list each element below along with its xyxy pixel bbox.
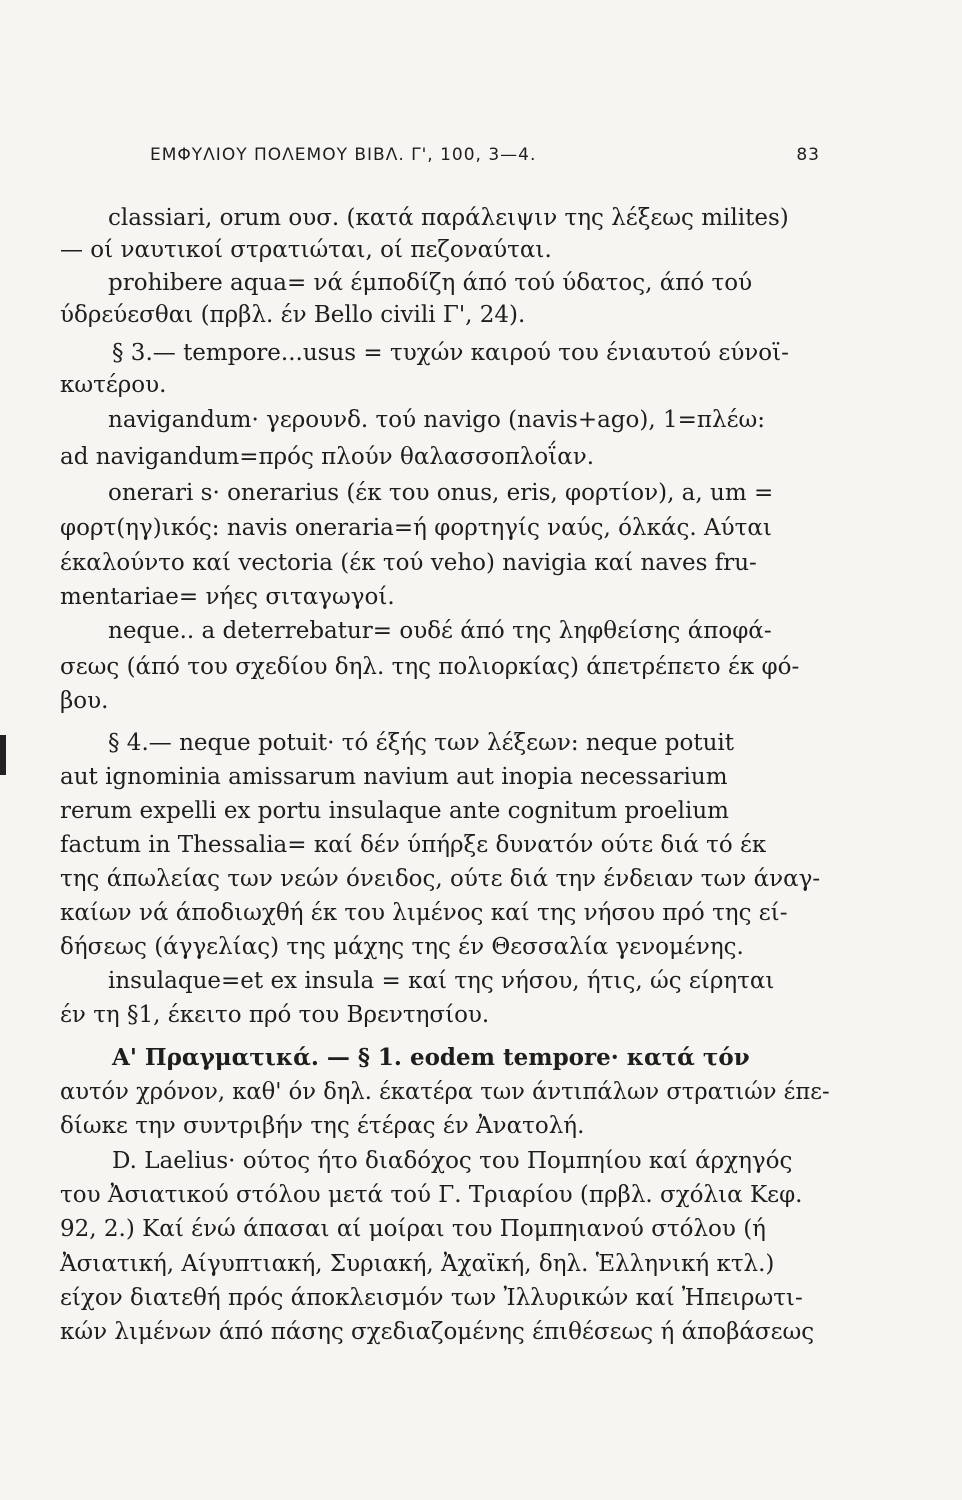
text-line: βου. <box>60 688 109 714</box>
text-line: δήσεως (άγγελίας) της μάχης της έν Θεσσαλία γενομένης. <box>60 934 744 960</box>
text-line: της άπωλείας των νεών όνειδος, ούτε διά την ένδειαν των άναγ- <box>60 866 821 892</box>
text-line: κών λιμένων άπό πάσης σχεδιαζομένης έπιθέσεως ή άποβάσεως <box>60 1319 815 1345</box>
text-line: σεως (άπό του σχεδίου δηλ. της πολιορκίας) άπετρέπετο έκ φό- <box>60 654 800 680</box>
section-heading-line: Α' Πραγματικά. — § 1. eodem tempore· κατά τόν <box>112 1044 750 1071</box>
text-line: § 4.— neque potuit· τό έξής των λέξεων: neque potuit <box>108 730 734 756</box>
text-line: classiari, orum ουσ. (κατά παράλειψιν της λέξεως milites) <box>108 205 789 231</box>
text-line: prohibere aqua= νά έμποδίζη άπό τού ύδατος, άπό τού <box>108 270 753 296</box>
text-line: navigandum· γερουνδ. τού navigo (navis+ago), 1=πλέω: <box>108 407 765 433</box>
text-line: Ἀσιατική, Αίγυπτιακή, Συριακή, Ἀχαϊκή, δηλ. Ἑλληνική κτλ.) <box>60 1251 775 1277</box>
text-line: έκαλούντο καί vectoria (έκ τού veho) navigia καί naves fru- <box>60 550 757 576</box>
text-line: έν τη §1, έκειτο πρό του Βρεντησίου. <box>60 1002 490 1028</box>
text-line: onerari s· onerarius (έκ του onus, eris, φορτίον), a, um = <box>108 480 774 506</box>
text-line: κωτέρου. <box>60 372 167 398</box>
header-title: ΕΜΦΥΛΙΟΥ ΠΟΛΕΜΟΥ ΒΙΒΛ. Γ', 100, 3—4. <box>150 145 537 165</box>
text-line: αυτόν χρόνον, καθ' όν δηλ. έκατέρα των άντιπάλων στρατιών έπε- <box>60 1079 830 1105</box>
text-line: καίων νά άποδιωχθή έκ του λιμένος καί της νήσου πρό της εί- <box>60 900 788 926</box>
text-line: είχον διατεθή πρός άποκλεισμόν των Ἰλλυρικών καί Ἠπειρωτι- <box>60 1285 803 1311</box>
text-line: insulaque=et ex insula = καί της νήσου, ήτις, ώς είρηται <box>108 968 775 994</box>
margin-bar <box>0 735 6 775</box>
text-line: rerum expelli ex portu insulaque ante cognitum proelium <box>60 798 729 824</box>
text-line: δίωκε την συντριβήν της έτέρας έν Ἀνατολή. <box>60 1113 585 1139</box>
text-line: — οί ναυτικοί στρατιώται, οί πεζοναύται. <box>60 237 552 263</box>
text-line: § 3.— tempore...usus = τυχών καιρού του ένιαυτού εύνοϊ- <box>112 340 789 366</box>
text-line: του Ἀσιατικού στόλου μετά τού Γ. Τριαρίου (πρβλ. σχόλια Κεφ. <box>60 1182 803 1208</box>
text-line: mentariae= νήες σιταγωγοί. <box>60 584 395 610</box>
text-line: ad navigandum=πρός πλούν θαλασσοπλοΐαν. <box>60 444 595 470</box>
text-line: D. Laelius· ούτος ήτο διαδόχος του Πομπηίου καί άρχηγός <box>112 1148 793 1174</box>
text-line: 92, 2.) Καί ένώ άπασαι αί μοίραι του Πομπηιανού στόλου (ή <box>60 1216 766 1242</box>
text-line: aut ignominia amissarum navium aut inopia necessarium <box>60 764 728 790</box>
running-header <box>150 140 820 170</box>
page-number: 83 <box>796 145 820 165</box>
text-line: neque.. a deterrebatur= ουδέ άπό της ληφθείσης άποφά- <box>108 618 772 644</box>
text-line: ύδρεύεσθαι (πρβλ. έν Bello civili Γ', 24). <box>60 302 526 328</box>
text-line: factum in Thessalia= καί δέν ύπήρξε δυνατόν ούτε διά τό έκ <box>60 832 767 858</box>
text-line: φορτ(ηγ)ικός: navis oneraria=ή φορτηγίς ναύς, όλκάς. Αύται <box>60 515 772 541</box>
